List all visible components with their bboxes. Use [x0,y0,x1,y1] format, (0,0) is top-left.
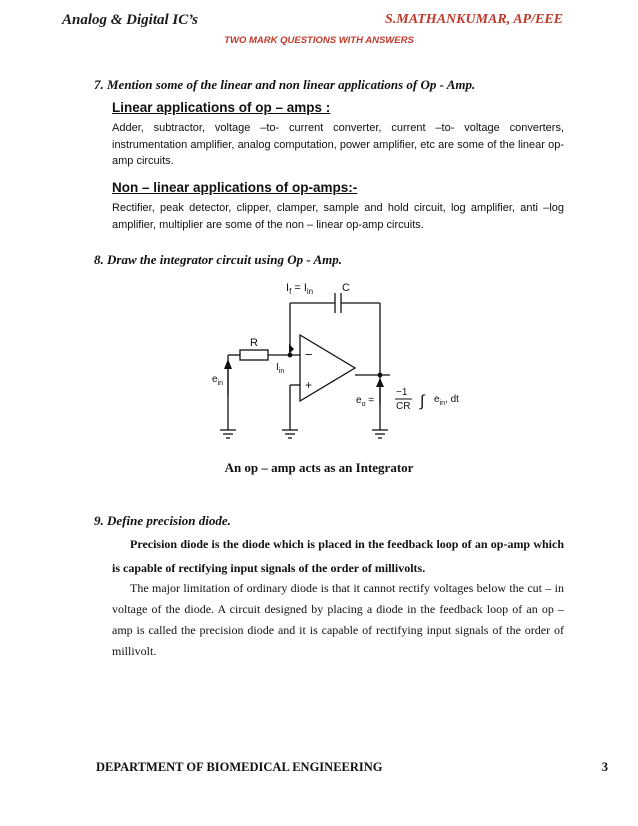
integrator-circuit-diagram [210,275,510,445]
header-author: S.MATHANKUMAR, AP/EEE [384,12,563,27]
nonlinear-applications-text: Rectifier, peak detector, clipper, clamper, sample and hold circuit, log amplifier, anti –log amplifier, multiplier are some of the non – linear op-amp circuits. [112,202,564,231]
precision-diode-explanation: The major limitation of ordinary diode is that it cannot rectify voltages below the cut – in voltage of the diode. A circuit designed by placing a diode in the feedback loop of an op – amp is called the precision diode and it is capable of rectifying input signals of the order of millivolt. [112,581,564,658]
header-course-title: Analog & Digital IC’s [62,12,198,28]
fraction-denominator: CR [396,401,411,412]
feedback-current-sub: f [289,287,292,296]
integral-sign: ∫ [420,393,425,410]
svg-text:eo = [356,395,374,408]
question-9: 9. Define precision diode. [94,513,231,528]
input-voltage-label: e [212,374,218,385]
inverting-input-sign: − [305,347,313,362]
fraction-numerator: −1 [396,387,408,398]
output-voltage-label: e [356,395,362,406]
svg-text:ein [212,374,223,387]
integrand-sub: in [439,400,446,407]
question-7: 7. Mention some of the linear and non linear applications of Op - Amp. [94,77,476,92]
nonlinear-applications-heading: Non – linear applications of op-amps:- [112,180,358,195]
svg-text:Iin [276,362,284,375]
footer-page-number: 3 [601,760,608,774]
feedback-current-label: I [286,282,290,294]
dt-label: , dt [445,394,459,405]
capacitor-label: C [342,282,350,294]
output-voltage-sub: o [361,401,366,408]
feedback-current-eq: = I [291,282,307,294]
linear-applications-text: Adder, subtractor, voltage –to- current converter, current –to- voltage converters, instrumentation amplifier, analog computation, power amplifier, etc are some of the linear op-amp circuits. [112,122,564,167]
integrand-label: e [434,394,440,405]
svg-text:If = Iin [286,282,313,296]
input-current-label: I [276,362,279,373]
input-voltage-sub: in [217,380,224,387]
resistor-label: R [250,337,258,349]
noninverting-input-sign: + [305,378,313,392]
input-current-sub: in [278,368,285,375]
linear-applications-heading: Linear applications of op – amps : [112,100,331,115]
question-8: 8. Draw the integrator circuit using Op - Amp. [94,252,342,267]
header-subtitle: TWO MARK QUESTIONS WITH ANSWERS [224,35,414,46]
precision-diode-definition: Precision diode is the diode which is placed in the feedback loop of an op-amp which is capable of rectifying input signals of the order of millivolts. [112,537,564,575]
feedback-current-in-sub: in [306,287,314,296]
footer-department: DEPARTMENT OF BIOMEDICAL ENGINEERING [96,760,383,774]
output-voltage-eq: = [365,395,375,406]
svg-text:ein, dt [434,394,459,407]
figure-caption: An op – amp acts as an Integrator [224,460,414,475]
